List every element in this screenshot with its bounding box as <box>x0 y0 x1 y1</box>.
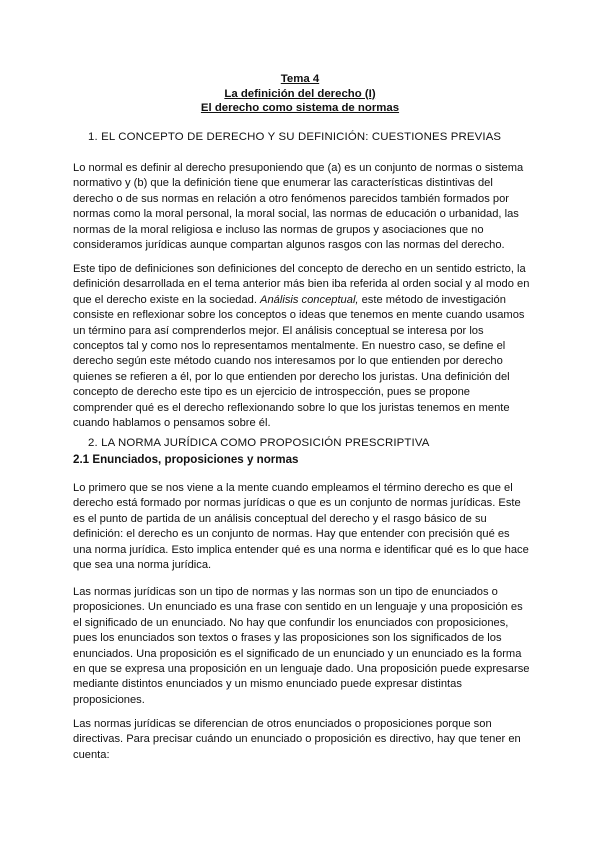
text-line: mediante distintos enunciados y un mismo enunciado puede expresar distintas <box>73 678 462 691</box>
text-line: derecho o de sus normas en relación a otro fenómenos parecidos también formados por <box>73 192 509 205</box>
text-line: una norma jurídica. Esto implica entender qué es una norma e identificar qué es lo que hace <box>73 543 529 556</box>
section-2-paragraph-1 <box>73 481 533 573</box>
text-line <box>73 293 533 308</box>
text-line: quienes se refieren a él, por lo que entienden por derecho los juristas. Una definición del <box>73 370 510 383</box>
text-line: que sea una norma jurídica. <box>73 559 212 572</box>
text-line: es el punto de partida de un análisis conceptual del derecho y el rasgo básico de su <box>73 512 487 525</box>
text-line: en que se expresa una proposición en un lenguaje dado. Una proposición puede expresarse <box>73 663 530 676</box>
text-line: Este tipo de definiciones son definiciones del concepto de derecho en un sentido estricto, la <box>73 263 526 275</box>
text-line: concepto de derecho este tipo es un ejercicio de introspección, pues se propone <box>73 386 470 399</box>
italic-term: Análisis conceptual, <box>260 293 359 306</box>
text-line: un término para así comprenderlos mejor. El análisis conceptual se interesa por los <box>73 324 484 337</box>
text-line: consiste en reflexionar sobre los conceptos o ideas que tenemos en mente cuando usamos <box>73 309 525 322</box>
text-line: Las normas jurídicas se diferencian de otros enunciados o proposiciones porque son <box>73 718 492 730</box>
text-line: definición desarrollada en el tema anterior más bien iba referida al orden social y al modo en <box>73 278 530 291</box>
document-title: La definición del derecho (I) <box>224 87 376 100</box>
text-line: derecho está formado por normas jurídicas o que es un conjunto de normas jurídicas. Este <box>73 497 521 510</box>
text-line: pues los enunciados son textos o frases y las proposiciones son los significados de los <box>73 632 502 645</box>
topic-title: Tema 4 <box>280 73 320 85</box>
text-line: consideramos jurídicas aunque compartan algunos rasgos con las normas del derecho. <box>73 239 505 252</box>
section-1-paragraph-1 <box>73 161 533 253</box>
text-line: conceptos tal y como nos lo representamos mentalmente. En nuestro caso, se define el <box>73 340 506 353</box>
section-1-paragraph-2 <box>73 262 533 431</box>
text-line: Lo primero que se nos viene a la mente cuando empleamos el término derecho es que el <box>73 482 513 494</box>
text-line: enunciados. Una proposición es el significado de un enunciado y un enunciado es la forma <box>73 647 522 660</box>
text-line: cuenta: <box>73 748 110 761</box>
text-fragment: este método de investigación <box>358 293 506 306</box>
text-line: directivas. Para precisar cuándo un enunciado o proposición es directivo, hay que tener en <box>73 733 521 746</box>
section-2-heading: 2. LA NORMA JURÍDICA COMO PROPOSICIÓN PRESCRIPTIVA <box>88 437 430 449</box>
text-fragment: que el derecho existe en la sociedad. <box>73 293 261 306</box>
document-subtitle: El derecho como sistema de normas <box>200 102 400 114</box>
text-line: proposiciones. Un enunciado es una frase con sentido en un lenguaje y una proposición es <box>73 601 523 614</box>
document-header <box>0 72 600 116</box>
section-2-paragraph-2 <box>73 585 533 708</box>
text-line: normativo y (b) que la definición tiene que enumerar las características distintivas del <box>73 177 493 190</box>
text-line: normas de la moral religiosa e incluso las normas de grupos y asociaciones que no <box>73 223 484 236</box>
text-line: comprender qué es el derecho reflexionando sobre lo que los juristas tenemos en mente <box>73 401 510 414</box>
text-line: Las normas jurídicas son un tipo de normas y las normas son un tipo de enunciados o <box>73 586 498 598</box>
text-line: proposiciones. <box>73 693 145 706</box>
subsection-2-1-heading: 2.1 Enunciados, proposiciones y normas <box>73 453 299 466</box>
text-line: derecho según este método cuando nos interesamos por lo que entienden por derecho <box>73 355 503 368</box>
text-line: definición: el derecho es un conjunto de normas. Hay que entender con precisión qué es <box>73 528 510 541</box>
text-line: normas como la moral personal, la moral social, las normas de educación o urbanidad, las <box>73 208 519 221</box>
section-2-paragraph-3 <box>73 717 533 763</box>
text-line: Lo normal es definir al derecho presuponiendo que (a) es un conjunto de normas o sistema <box>73 162 524 174</box>
section-1-heading: 1. EL CONCEPTO DE DERECHO Y SU DEFINICIÓN: CUESTIONES PREVIAS <box>88 131 502 143</box>
text-line: cuando hablamos o pensamos sobre él. <box>73 417 271 430</box>
text-line: el significado de un enunciado. No hay que confundir los enunciados con proposiciones, <box>73 616 509 629</box>
